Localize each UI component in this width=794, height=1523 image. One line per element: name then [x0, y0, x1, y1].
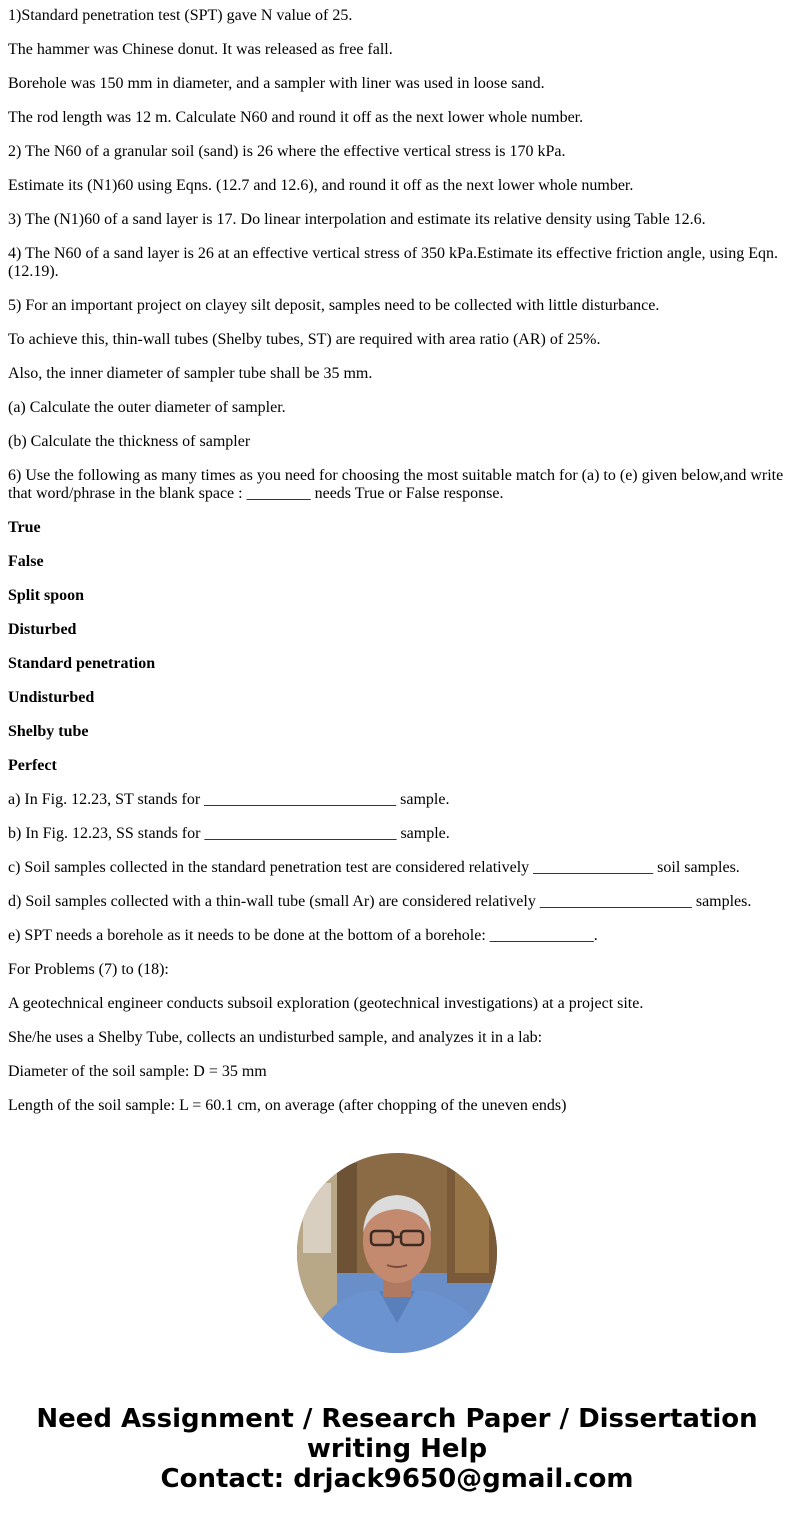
footer-contact-line: Contact: drjack9650@gmail.com: [160, 1464, 634, 1494]
problem-line: c) Soil samples collected in the standard penetration test are considered relatively _______________ soil samples.: [8, 859, 740, 876]
problem-line: 6) Use the following as many times as you need for choosing the most suitable match for (a) to (e) given below,and write that word/phrase in the blank space : ________ needs True or False response.: [8, 467, 784, 502]
option-term: True: [8, 519, 41, 536]
problem-line: The hammer was Chinese donut. It was released as free fall.: [8, 41, 393, 58]
problem-line: d) Soil samples collected with a thin-wall tube (small Ar) are considered relatively ___________________ samples.: [8, 893, 752, 910]
option-term: False: [8, 553, 44, 570]
problem-line: A geotechnical engineer conducts subsoil exploration (geotechnical investigations) at a project site.: [8, 995, 644, 1012]
problem-line: 3) The (N1)60 of a sand layer is 17. Do linear interpolation and estimate its relative density using Table 12.6.: [8, 211, 706, 228]
option-term: Shelby tube: [8, 723, 89, 740]
problem-line: b) In Fig. 12.23, SS stands for ________________________ sample.: [8, 825, 450, 842]
problem-line: 1)Standard penetration test (SPT) gave N value of 25.: [8, 7, 353, 24]
problem-line: Borehole was 150 mm in diameter, and a sampler with liner was used in loose sand.: [8, 75, 545, 92]
problem-line: Diameter of the soil sample: D = 35 mm: [8, 1063, 267, 1080]
problem-line: 2) The N60 of a granular soil (sand) is 26 where the effective vertical stress is 170 kPa.: [8, 143, 566, 160]
contact-footer: [0, 1404, 794, 1494]
problem-line: For Problems (7) to (18):: [8, 961, 169, 978]
problem-line: To achieve this, thin-wall tubes (Shelby tubes, ST) are required with area ratio (AR) of 25%.: [8, 331, 601, 348]
option-term: Disturbed: [8, 621, 77, 638]
author-photo: [297, 1153, 497, 1353]
problem-line: 5) For an important project on clayey silt deposit, samples need to be collected with little disturbance.: [8, 297, 660, 314]
problem-line: 4) The N60 of a sand layer is 26 at an effective vertical stress of 350 kPa.Estimate its effective friction angle, using Eqn. (12.19).: [8, 245, 778, 280]
option-term: Undisturbed: [8, 689, 95, 706]
problem-line: (a) Calculate the outer diameter of sampler.: [8, 399, 286, 416]
option-term: Standard penetration: [8, 655, 156, 672]
problem-line: Also, the inner diameter of sampler tube shall be 35 mm.: [8, 365, 373, 382]
option-term: Split spoon: [8, 587, 85, 604]
problem-line: a) In Fig. 12.23, ST stands for ________________________ sample.: [8, 791, 450, 808]
footer-line-2: writing Help: [306, 1434, 488, 1464]
problem-line: Estimate its (N1)60 using Eqns. (12.7 and 12.6), and round it off as the next lower whole number.: [8, 177, 634, 194]
problem-line: (b) Calculate the thickness of sampler: [8, 433, 251, 450]
problem-line: She/he uses a Shelby Tube, collects an undisturbed sample, and analyzes it in a lab:: [8, 1029, 543, 1046]
problem-line: e) SPT needs a borehole as it needs to be done at the bottom of a borehole: _____________.: [8, 927, 598, 944]
problem-line: Length of the soil sample: L = 60.1 cm, on average (after chopping of the uneven ends): [8, 1097, 567, 1114]
option-term: Perfect: [8, 757, 57, 774]
footer-line-1: Need Assignment / Research Paper / Dissertation: [36, 1404, 758, 1434]
problem-line: The rod length was 12 m. Calculate N60 and round it off as the next lower whole number.: [8, 109, 584, 126]
